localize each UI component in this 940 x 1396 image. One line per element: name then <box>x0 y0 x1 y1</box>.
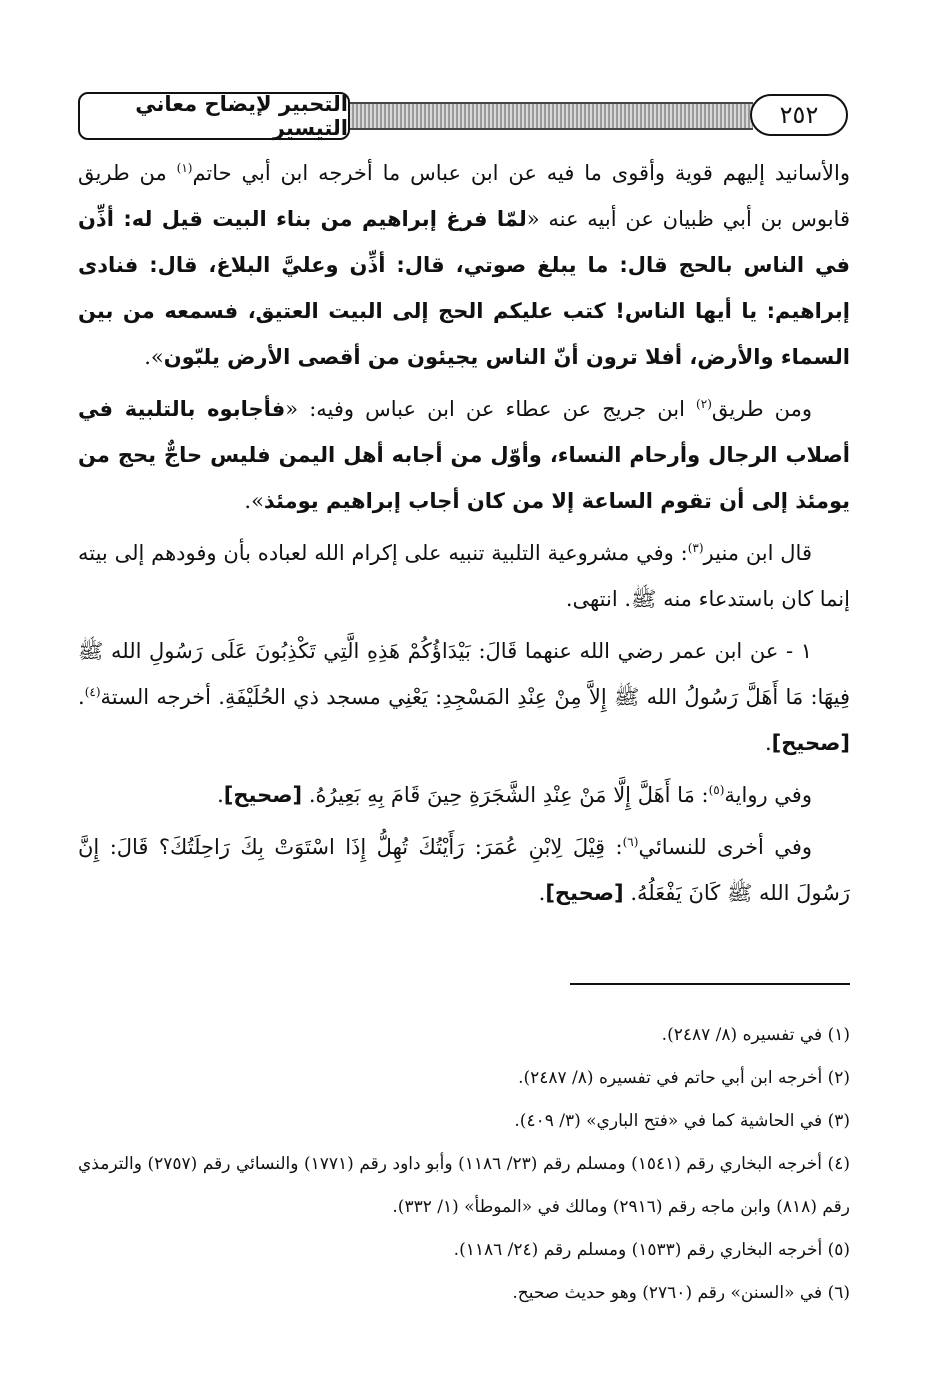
page-header <box>78 92 848 144</box>
paragraph-3: قال ابن منير$^{(٣)}$: وفي مشروعية التلبية تنبيه على إكرام الله لعباده بأن وفودهم إلى بيته إنما كان باستدعاء منه ﷺ. انتهى. <box>78 541 850 611</box>
grade-label: [صحيح] <box>545 881 624 905</box>
paragraph-2: ومن طريق$^{(٢)}$ ابن جريج عن عطاء عن ابن عباس وفيه: «فأجابوه بالتلبية في أصلاب الرجال وأرحام النساء، وأوّل من أجابه أهل اليمن فليس حاجٌّ يحج من يومئذ إلى أن تقوم الساعة إلا من كان أجاب إبراهيم يومئذ». <box>78 397 850 513</box>
footnote-ref-5: (٥) <box>708 783 725 797</box>
quoted-narration: فأجابوه بالتلبية في أصلاب الرجال وأرحام النساء، وأوّل من أجابه أهل اليمن فليس حاجٌّ يحج من يومئذ إلى أن تقوم الساعة إلا من كان أجاب إبراهيم يومئذ <box>78 397 850 513</box>
grade-label: [صحيح] <box>771 731 850 755</box>
hadith-1: ١ - عن ابن عمر رضي الله عنهما قَالَ: بَيْدَاؤُكُمْ هَذِهِ الَّتِي تَكْذِبُونَ عَلَى رَسُولِ الله ﷺ فِيهَا: مَا أَهَلَّ رَسُولُ الله ﷺ إِلاَّ مِنْ عِنْدِ المَسْجِدِ: يَعْنِي مسجد ذي الحُلَيْفَةِ. أخرجه الستة$^{(٤)}$. [صحيح]. <box>78 639 850 755</box>
header-decorative-bar <box>348 102 753 130</box>
footnote-2: (٢) أخرجه ابن أبي حاتم في تفسيره (٨/ ٢٤٨٧). <box>518 1068 850 1088</box>
page-number: ٢٥٢ <box>750 94 848 136</box>
footnote-separator <box>570 983 850 985</box>
paragraph-1: والأسانيد إليهم قوية وأقوى ما فيه عن ابن عباس ما أخرجه ابن أبي حاتم$^{(١)}$ من طريق قابوس بن أبي ظبيان عن أبيه عنه «لمّا فرغ إبراهيم من بناء البيت قيل له: أذِّن في الناس بالحج قال: ما يبلغ صوتي، قال: أذِّن وعليَّ البلاغ، قال: فنادى إبراهيم: يا أيها الناس! كتب عليكم الحج إلى البيت العتيق، فسمعه من بين السماء والأرض، أفلا ترون أنّ الناس يجيئون من أقصى الأرض يلبّون». <box>78 161 850 369</box>
narration-variant-1: وفي رواية$^{(٥)}$: مَا أَهَلَّ إِلَّا مَنْ عِنْدِ الشَّجَرَةِ حِينَ قَامَ بِهِ بَعِيرُهُ. [صحيح]. <box>217 783 812 807</box>
footnote-6: (٦) في «السنن» رقم (٢٧٦٠) وهو حديث صحيح. <box>512 1283 850 1303</box>
grade-label: [صحيح] <box>223 783 303 807</box>
footnote-3: (٣) في الحاشية كما في «فتح الباري» (٣/ ٤٠٩). <box>514 1111 850 1131</box>
main-text <box>78 150 850 922</box>
footnotes <box>78 1014 850 1315</box>
footnote-4: (٤) أخرجه البخاري رقم (١٥٤١) ومسلم رقم (٢٣/ ١١٨٦) وأبو داود رقم (١٧٧١) والنسائي رقم (٢٧٥٧) والترمذي رقم (٨١٨) وابن ماجه رقم (٢٩١٦) ومالك في «الموطأ» (١/ ٣٣٢). <box>78 1154 850 1217</box>
footnote-ref-3: (٣) <box>687 541 704 555</box>
footnote-ref-4: (٤) <box>84 685 101 699</box>
footnote-ref-6: (٦) <box>622 835 639 849</box>
footnote-ref-2: (٢) <box>696 397 712 411</box>
book-title: التحبير لإيضاح معاني التيسير <box>78 92 350 140</box>
narration-variant-2: وفي أخرى للنسائي$^{(٦)}$: قِيْلَ لِابْنِ عُمَرَ: رَأَيْتُكَ تُهِلُّ إِذَا اسْتَوَتْ بِكَ رَاحِلَتُكَ؟ قَالَ: إِنَّ رَسُولَ الله ﷺ كَانَ يَفْعَلُهُ. [صحيح]. <box>78 835 850 905</box>
footnote-5: (٥) أخرجه البخاري رقم (١٥٣٣) ومسلم رقم (٢٤/ ١١٨٦). <box>453 1240 850 1260</box>
footnote-1: (١) في تفسيره (٨/ ٢٤٨٧). <box>661 1025 850 1045</box>
quoted-narration: لمّا فرغ إبراهيم من بناء البيت قيل له: أذِّن في الناس بالحج قال: ما يبلغ صوتي، قال: أذِّن وعليَّ البلاغ، قال: فنادى إبراهيم: يا أيها الناس! كتب عليكم الحج إلى البيت العتيق، فسمعه من بين السماء والأرض، أفلا ترون أنّ الناس يجيئون من أقصى الأرض يلبّون <box>78 207 850 369</box>
footnote-ref-1: (١) <box>176 161 193 175</box>
